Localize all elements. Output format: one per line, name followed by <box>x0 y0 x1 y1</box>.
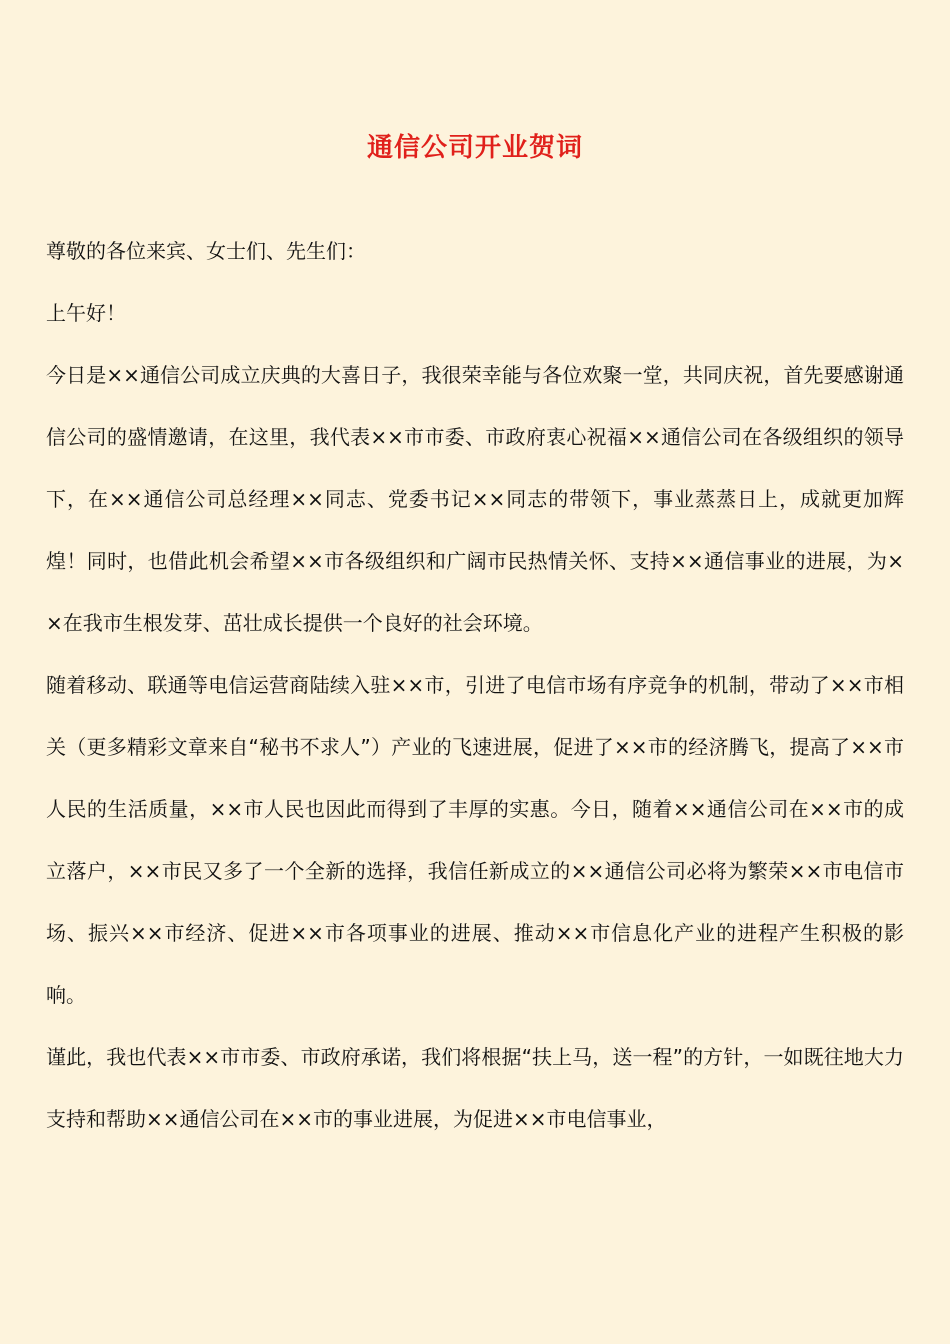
paragraph-commitment: 谨此，我也代表××市市委、市政府承诺，我们将根据“扶上马，送一程”的方针，一如既往地大力支持和帮助××通信公司在××市的事业进展，为促进××市电信事业， <box>46 1045 904 1131</box>
paragraph-congratulation: 今日是××通信公司成立庆典的大喜日子，我很荣幸能与各位欢聚一堂，共同庆祝，首先要感谢通信公司的盛情邀请，在这里，我代表××市市委、市政府衷心祝福××通信公司在各级组织的领导下，在××通信公司总经理××同志、党委书记××同志的带领下，事业蒸蒸日上，成就更加辉煌！同时，也借此机会希望××市各级组织和广阔市民热情关怀、支持××通信事业的进展，为××在我市生根发芽、茁壮成长提供一个良好的社会环境。 <box>46 363 904 635</box>
document-body <box>46 220 904 1150</box>
paragraph-salutation: 尊敬的各位来宾、女士们、先生们： <box>46 239 366 263</box>
paragraph-greeting: 上午好！ <box>46 301 126 325</box>
document-title: 通信公司开业贺词 <box>366 133 583 163</box>
paragraph-development: 随着移动、联通等电信运营商陆续入驻××市，引进了电信市场有序竞争的机制，带动了××市相关（更多精彩文章来自“秘书不求人”）产业的飞速进展，促进了××市的经济腾飞，提高了××市人民的生活质量，××市人民也因此而得到了丰厚的实惠。今日，随着××通信公司在××市的成立落户，××市民又多了一个全新的选择，我信任新成立的××通信公司必将为繁荣××市电信市场、振兴××市经济、促进××市各项事业的进展、推动××市信息化产业的进程产生积极的影响。 <box>46 673 904 1007</box>
